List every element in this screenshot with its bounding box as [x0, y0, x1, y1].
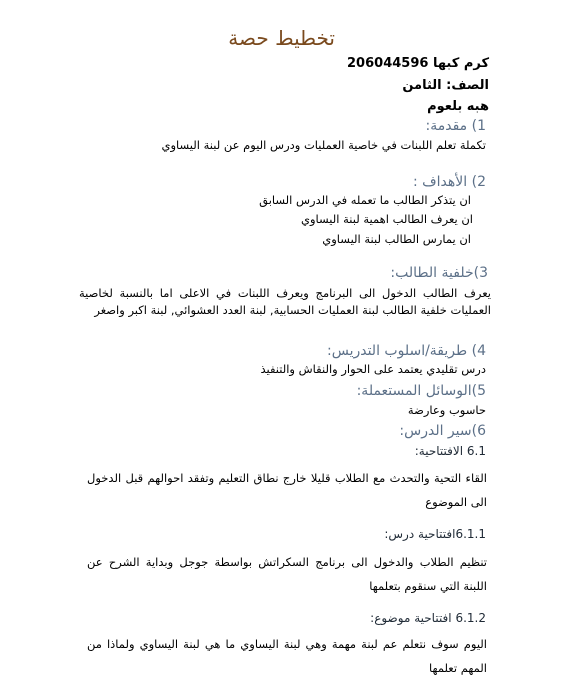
section-heading-text: الوسائل المستعملة:	[356, 383, 472, 399]
student-name-id	[347, 56, 489, 71]
student-name: كرم كبها	[432, 56, 489, 71]
subsection-topic-opening	[370, 611, 486, 625]
goal-item-1: ان يتذكر الطالب ما تعمله في الدرس السابق	[259, 193, 471, 207]
lesson-opening-text: تنظيم الطلاب والدخول الى برنامج السكراتش بواسطة جوجل وبداية الشرح عن اللبنة التي سنقوم بتعلمها	[87, 555, 487, 593]
section-method-heading	[327, 343, 486, 359]
subsection-heading-text: افتتاحية موضوع:	[370, 611, 456, 625]
subsection-number: 6.1	[466, 444, 486, 458]
section-tools-heading	[357, 383, 486, 399]
section-heading-text: سير الدرس:	[399, 423, 472, 439]
page-title: تخطيط حصة	[228, 26, 335, 50]
background-text: يعرف الطالب الدخول الى البرنامج ويعرف اللبنات في الاعلى اما بالنسبة لخاصية العمليات خلفية الطالب لبنة العمليات الحسابية, لبنة العدد العشوائي, لبنة اكبر واصغر	[79, 286, 491, 317]
section-background-heading	[390, 265, 488, 281]
subsection-heading-text: افتتاحية درس:	[384, 527, 456, 541]
section-goals-heading	[413, 174, 486, 190]
subsection-opening	[415, 444, 486, 458]
intro-text: تكملة تعلم اللبنات في خاصية العمليات ودرس اليوم عن لبنة اليساوي	[161, 138, 486, 152]
section-number: 5)	[471, 383, 486, 399]
section-number: 6)	[471, 423, 486, 439]
section-intro-heading	[426, 118, 487, 134]
section-heading-text: خلفية الطالب:	[390, 265, 474, 281]
section-heading-text: مقدمة:	[425, 118, 468, 134]
section-heading-text: الأهداف :	[412, 174, 468, 190]
section-flow-heading	[399, 423, 486, 439]
teacher-name: هبه بلعوم	[427, 99, 489, 114]
student-id: 206044596	[347, 56, 429, 71]
section-number: 1)	[467, 118, 486, 134]
method-text: درس تقليدي يعتمد على الحوار والنقاش والتنفيذ	[260, 362, 486, 376]
section-number: 3)	[473, 265, 488, 281]
goal-item-3: ان يمارس الطالب لبنة اليساوي	[322, 232, 471, 246]
subsection-number: 6.1.1	[455, 527, 486, 541]
tools-text: حاسوب وعارضة	[407, 403, 486, 417]
goal-item-2: ان يعرف الطالب اهمية لبنة اليساوي	[300, 212, 473, 226]
section-number: 4)	[467, 343, 486, 359]
subsection-lesson-opening	[384, 527, 486, 541]
grade-line: الصف: الثامن	[402, 78, 489, 93]
section-number: 2)	[467, 174, 486, 190]
subsection-heading-text: الافتتاحية:	[414, 444, 464, 458]
topic-opening-text: اليوم سوف نتعلم عم لبنة مهمة وهي لبنة اليساوي ما هي لبنة اليساوي ولماذا من المهم تعلمها	[87, 637, 487, 675]
opening-text: القاء التحية والتحدث مع الطلاب قليلا خارج نطاق التعليم وتفقد احوالهم قبل الدخول الى الموضوع	[87, 471, 487, 509]
section-heading-text: طريقة/اسلوب التدريس:	[327, 343, 468, 359]
subsection-number: 6.1.2	[455, 611, 486, 625]
